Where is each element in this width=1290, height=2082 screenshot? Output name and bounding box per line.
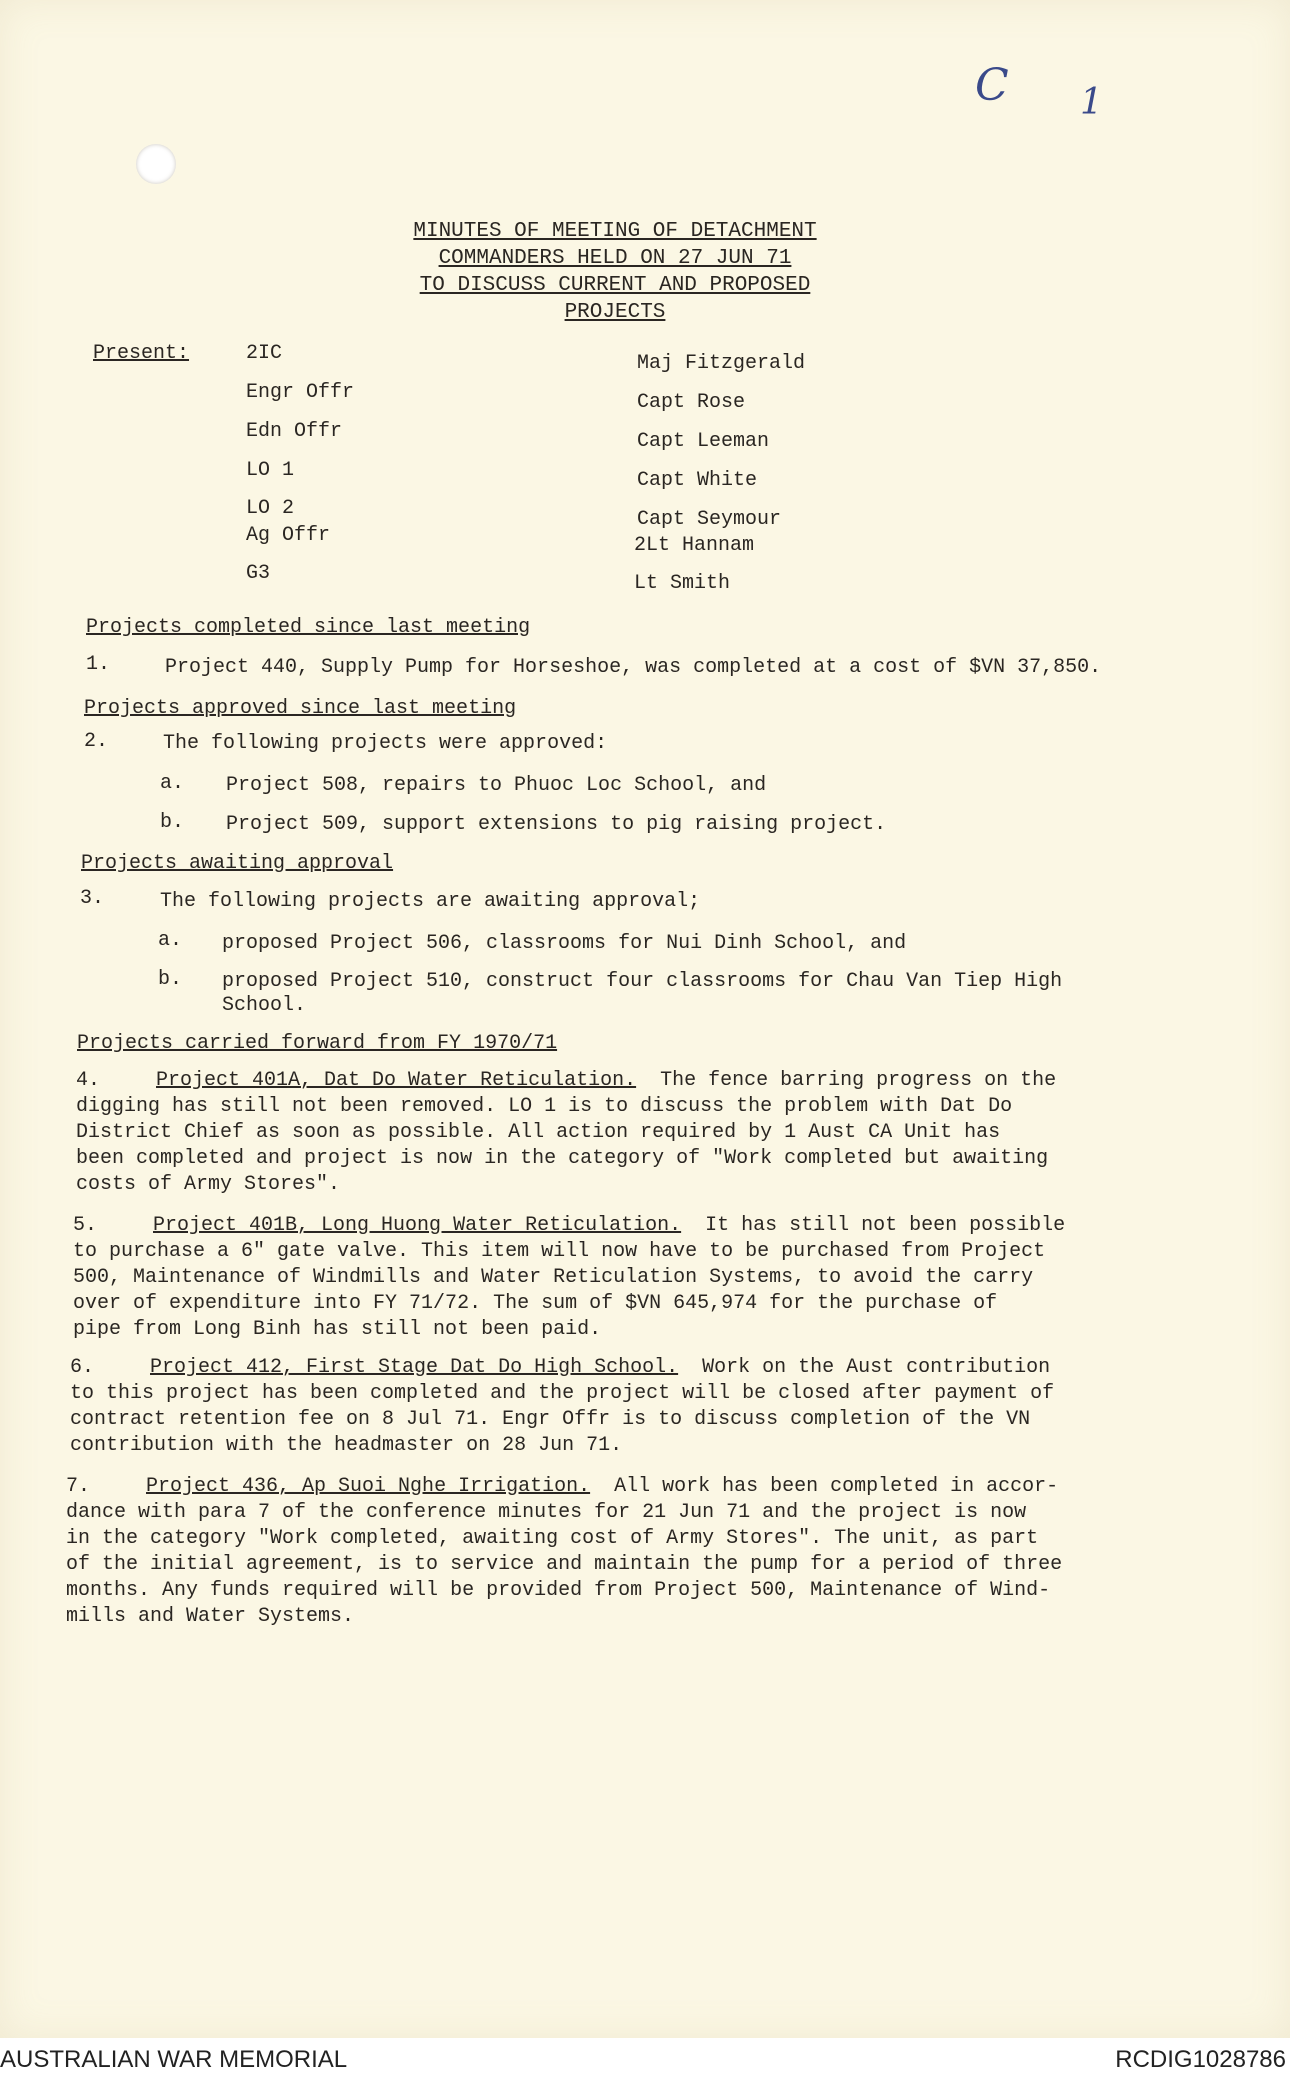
section-heading-forward: Projects carried forward from FY 1970/71 — [77, 1032, 558, 1055]
present-name: Capt White — [637, 469, 758, 492]
present-name: Capt Leeman — [637, 430, 770, 453]
item-letter: a. — [158, 929, 183, 952]
paragraph-4: 4. Project 401A, Dat Do Water Reticulation. The fence barring progress on the digging has still not been removed. LO 1 is to discuss the problem with Dat Do District Chief as soon as possible. All action required by 1 Aust CA Unit has been completed and project is now in the category of "Work completed but awaiting costs of Army Stores". — [76, 1069, 1057, 1196]
paragraph-1: Project 440, Supply Pump for Horseshoe, was completed at a cost of $VN 37,850. — [165, 656, 1102, 679]
present-role: LO 2 — [246, 497, 295, 520]
paragraph-number: 3. — [80, 887, 105, 910]
paragraph-number: 2. — [84, 730, 109, 753]
item-letter: a. — [160, 772, 185, 795]
item-3a: proposed Project 506, classrooms for Nui Dinh School, and — [222, 932, 907, 955]
present-name: Capt Seymour — [637, 508, 782, 531]
present-name: Capt Rose — [637, 391, 746, 414]
paragraph-5: 5. Project 401B, Long Huong Water Reticulation. It has still not been possible to purchase a 6" gate valve. This item will now have to be purchased from Project 500, Maintenance of Windmills and Water Reticulation Systems, to avoid the carry over of expenditure into FY 71/72. The sum of $VN 645,974 for the purchase of pipe from Long Binh has still not been paid. — [73, 1214, 1066, 1341]
item-2a: Project 508, repairs to Phuoc Loc School, and — [226, 774, 767, 797]
section-heading-completed: Projects completed since last meeting — [86, 616, 531, 639]
handwritten-one: 1 — [1080, 82, 1103, 123]
paragraph-2: The following projects were approved: — [163, 732, 608, 755]
paragraph-7: 7. Project 436, Ap Suoi Nghe Irrigation. All work has been completed in accor- dance with para 7 of the conference minutes for 21 Jun 71 and the project is now in the category "Work completed, awaiting cost of Army Stores". The unit, as part of the initial agreement, is to service and maintain the pump for a period of three months. Any funds required will be provided from Project 500, Maintenance of Wind- mills and Water Systems. — [66, 1475, 1063, 1628]
item-letter: b. — [158, 968, 183, 991]
footer-id: RCDIG1028786 — [1115, 2046, 1286, 2073]
paragraph-6: 6. Project 412, First Stage Dat Do High School. Work on the Aust contribution to this project has been completed and the project will be closed after payment of contract retention fee on 8 Jul 71. Engr Offr is to discuss completion of the VN contribution with the headmaster on 28 Jun 71. — [70, 1356, 1055, 1457]
present-role: Edn Offr — [246, 420, 343, 443]
punch-hole — [136, 144, 176, 184]
present-role: 2IC — [246, 342, 283, 365]
item-3b: proposed Project 510, construct four classrooms for Chau Van Tiep High — [222, 970, 1063, 993]
present-role: LO 1 — [246, 459, 295, 482]
item-letter: b. — [160, 811, 185, 834]
handwritten-c: C — [975, 60, 1009, 111]
present-name: Maj Fitzgerald — [637, 352, 806, 375]
present-label: Present: — [93, 342, 190, 365]
item-3b-cont: School. — [222, 994, 307, 1017]
present-role: Engr Offr — [246, 381, 355, 404]
section-heading-approved: Projects approved since last meeting — [84, 697, 517, 720]
section-heading-awaiting: Projects awaiting approval — [81, 852, 394, 875]
present-role: G3 — [246, 562, 271, 585]
present-role: Ag Offr — [246, 524, 331, 547]
document-title: MINUTES OF MEETING OF DETACHMENT COMMANDERS HELD ON 27 JUN 71 TO DISCUSS CURRENT AND PROPOSED PROJECTS — [413, 220, 817, 324]
item-2b: Project 509, support extensions to pig raising project. — [226, 813, 887, 836]
paragraph-3: The following projects are awaiting approval; — [160, 890, 701, 913]
present-name: Lt Smith — [634, 572, 731, 595]
present-name: 2Lt Hannam — [634, 534, 755, 557]
paragraph-number: 1. — [86, 653, 111, 676]
footer-source: AUSTRALIAN WAR MEMORIAL — [0, 2046, 348, 2073]
